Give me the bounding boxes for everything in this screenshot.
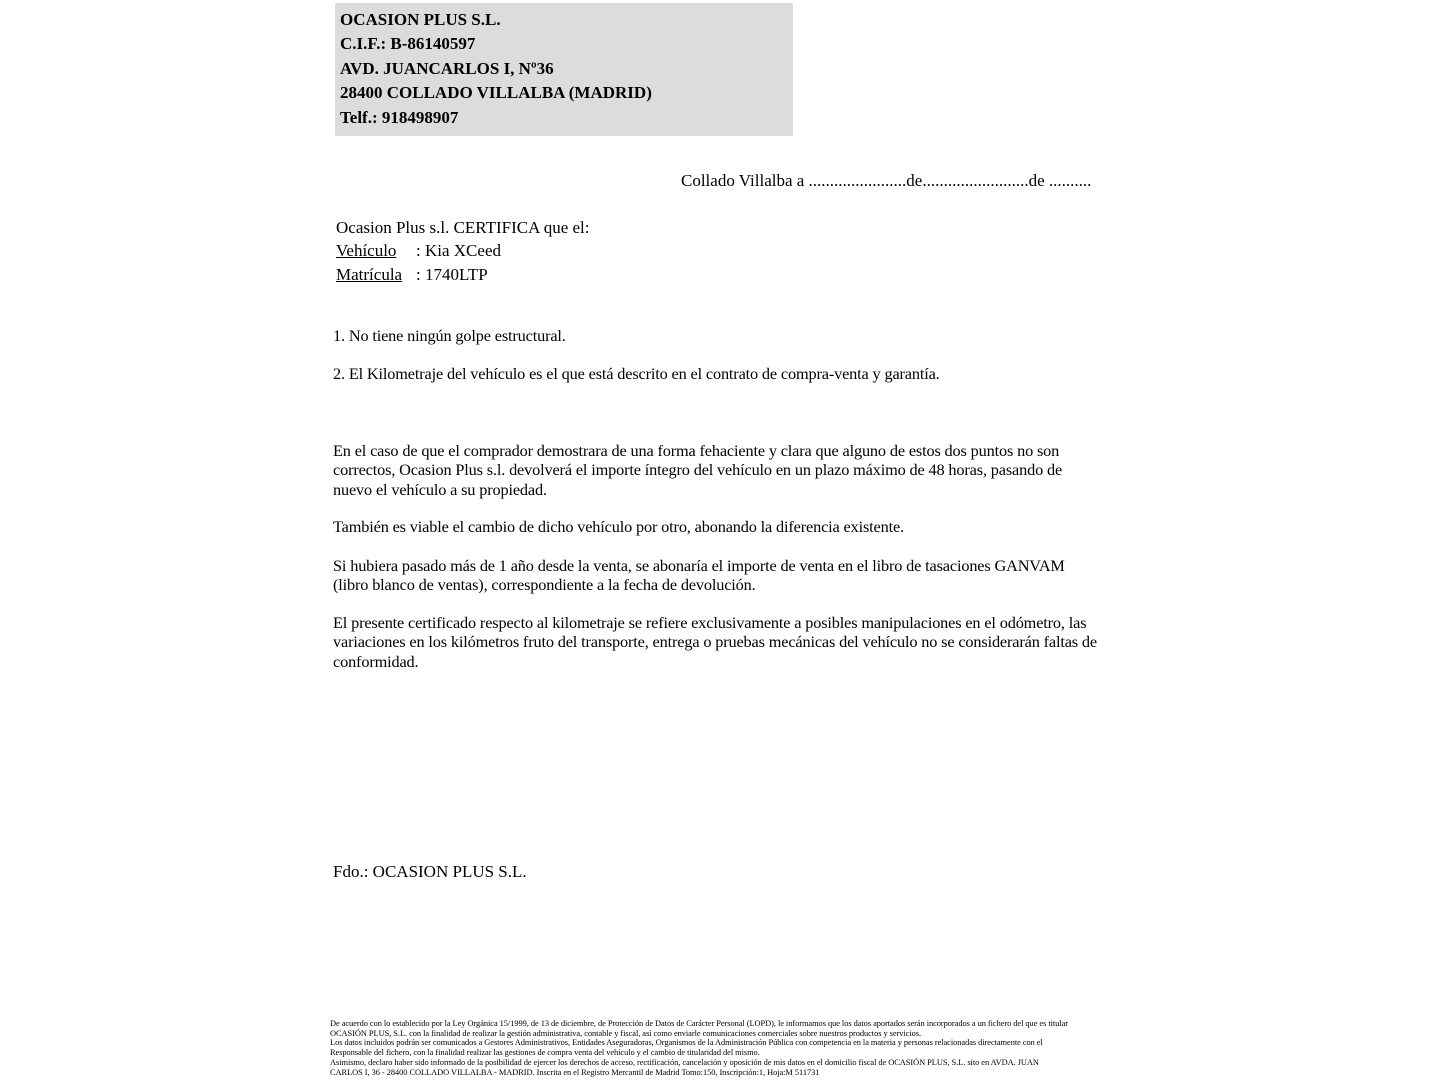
- company-city: 28400 COLLADO VILLALBA (MADRID): [340, 83, 652, 103]
- vehicle-separator: :: [416, 241, 421, 261]
- company-name: OCASION PLUS S.L.: [340, 10, 501, 29]
- vehicle-value: Kia XCeed: [424, 241, 501, 261]
- legal-line: CARLOS I, 36 - 28400 COLLADO VILLALBA - MADRID. Inscrita en el Registro Mercantil de Madrid Tomo:150, Inscripción:1, Hoja:M 511731: [330, 1067, 820, 1077]
- paragraph-exchange-option: También es viable el cambio de dicho vehículo por otro, abonando la diferencia existente.: [333, 517, 904, 536]
- company-cif: C.I.F.: B-86140597: [340, 34, 476, 54]
- paragraph-refund-policy: En el caso de que el comprador demostrara de una forma fehaciente y clara que alguno de estos dos puntos no son correctos, Ocasion Plus s.l. devolverá el importe íntegro del vehículo en un plazo máximo de 48 horas, pasando de nuevo el vehículo a su propiedad.: [333, 441, 1063, 499]
- legal-line: Responsable del fichero, con la finalidad realizar las gestiones de compra venta del vehículo y el cambio de titularidad del mismo.: [330, 1048, 760, 1058]
- signature-line: Fdo.: OCASION PLUS S.L.: [333, 862, 527, 881]
- company-header-box: [335, 3, 793, 136]
- point-mileage: 2. El Kilometraje del vehículo es el que está descrito en el contrato de compra-venta y garantía.: [333, 364, 940, 383]
- certification-intro: Ocasion Plus s.l. CERTIFICA que el:: [336, 218, 590, 237]
- legal-line: OCASIÓN PLUS, S.L. con la finalidad de realizar la gestión administrativa, contable y fiscal, así como enviarle comunicaciones comerciales sobre nuestros productos y servicios.: [330, 1028, 922, 1038]
- vehicle-field: [336, 239, 590, 262]
- paragraph-odometer-scope: El presente certificado respecto al kilometraje se refiere exclusivamente a posibles manipulaciones en el odómetro, las variaciones en los kilómetros fruto del transporte, entrega o pruebas mecánicas del vehículo no se considerarán faltas de conformidad.: [333, 613, 1097, 671]
- company-phone: Telf.: 918498907: [340, 107, 459, 127]
- company-address: AVD. JUANCARLOS I, Nº36: [340, 58, 554, 78]
- plate-label: Matrícula: [336, 264, 403, 284]
- plate-field: [336, 263, 590, 286]
- paragraph-ganvam-valuation: Si hubiera pasado más de 1 año desde la venta, se abonaría el importe de venta en el libro de tasaciones GANVAM (libro blanco de ventas), correspondiente a la fecha de devolución.: [333, 556, 1065, 595]
- point-no-structural-damage: 1. No tiene ningún golpe estructural.: [333, 326, 566, 345]
- legal-line: De acuerdo con lo establecido por la Ley Orgánica 15/1999, de 13 de diciembre, de Protección de Datos de Carácter Personal (LOPD), le informamos que los datos aportados serán incorporados a un fichero del que es titular: [330, 1019, 1068, 1028]
- date-line: Collado Villalba a .......................de.........................de ..........: [681, 171, 1092, 190]
- legal-line: Asimismo, declaro haber sido informado de la posibilidad de ejercer los derechos de acceso, rectificación, cancelación y oposición de mis datos en el domicilio fiscal de OCASIÓN PLUS, S.L. sito en AVDA. JUAN: [330, 1057, 1039, 1067]
- vehicle-label: Vehículo: [336, 241, 397, 261]
- legal-footer: [330, 1019, 1120, 1077]
- plate-value: 1740LTP: [424, 264, 488, 284]
- plate-separator: :: [416, 264, 421, 284]
- certification-block: [336, 216, 590, 286]
- legal-line: Los datos incluidos podrán ser comunicados a Gestores Administrativos, Entidades Aseguradoras, Organismos de la Administración Pública con competencia en la materia y personas relacionadas directamente con el: [330, 1038, 1043, 1048]
